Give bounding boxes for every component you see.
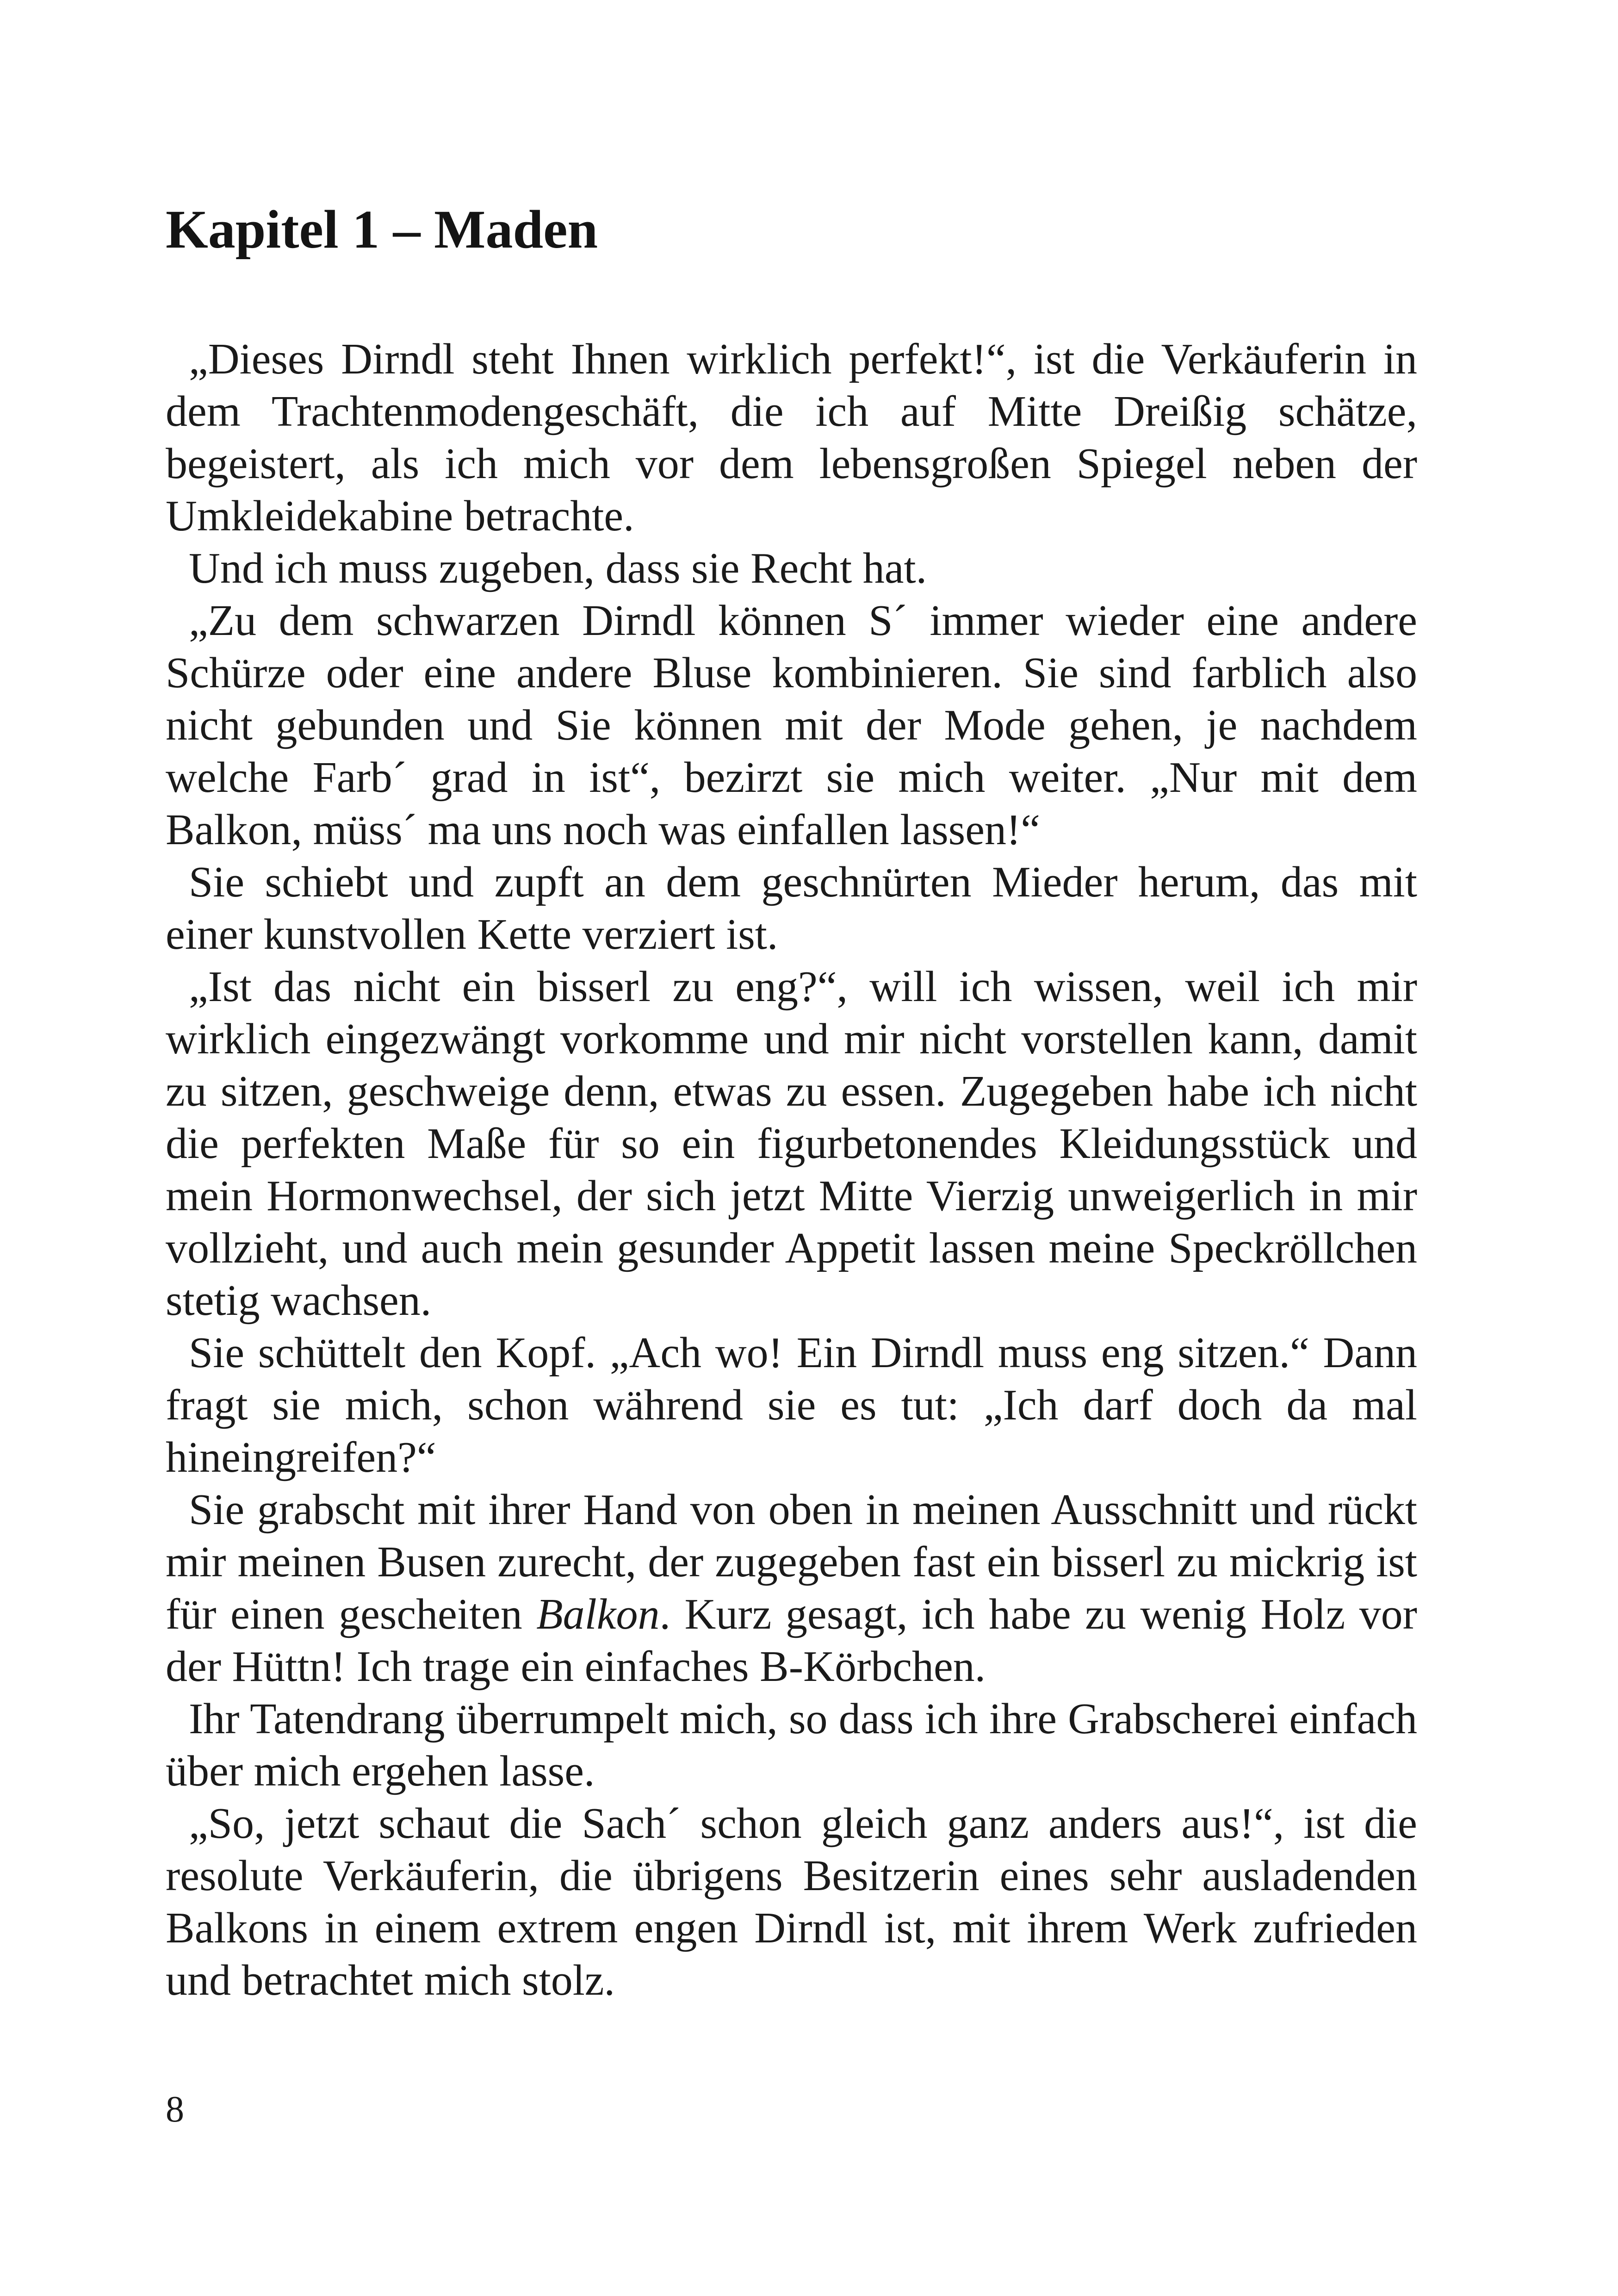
paragraph-7-text-a: Sie grabscht mit ihrer Hand von oben in meinen Ausschnitt und rückt mir meinen Busen zurecht, der zugegeben fast ein bisserl zu mickrig ist für einen gescheiten — [166, 1486, 1417, 1638]
paragraph-6: Sie schüttelt den Kopf. „Ach wo! Ein Dirndl muss eng sitzen.“ Dann fragt sie mich, schon während sie es tut: „Ich darf doch da mal hineingreifen?“ — [166, 1329, 1417, 1481]
paragraph-3: „Zu dem schwarzen Dirndl können S´ immer wieder eine andere Schürze oder eine andere Bluse kombinieren. Sie sind farblich also nicht gebunden und Sie können mit der Mode gehen, je nachdem welche Farb´ grad in ist“, bezirzt sie mich weiter. „Nur mit dem Balkon, müss´ ma uns noch was einfallen lassen!“ — [166, 597, 1417, 854]
paragraph-8: Ihr Tatendrang überrumpelt mich, so dass ich ihre Grabscherei einfach über mich ergehen lasse. — [166, 1695, 1417, 1795]
body-text — [166, 333, 1417, 2007]
page-number: 8 — [166, 2089, 184, 2130]
paragraph-7-text-b: . Kurz gesagt, ich habe zu wenig Holz vor der Hüttn! Ich trage ein einfaches B-Körbchen. — [166, 1590, 1417, 1691]
paragraph-4: Sie schiebt und zupft an dem geschnürten Mieder herum, das mit einer kunstvollen Kette verziert ist. — [166, 858, 1417, 958]
paragraph-1: „Dieses Dirndl steht Ihnen wirklich perfekt!“, ist die Verkäuferin in dem Trachtenmodengeschäft, die ich auf Mitte Dreißig schätze, begeistert, als ich mich vor dem lebensgroßen Spiegel neben der Umkleidekabine betrachte. — [166, 335, 1417, 540]
paragraph-7-emphasis: Balkon — [536, 1590, 660, 1638]
paragraph-2: Und ich muss zugeben, dass sie Recht hat. — [189, 544, 927, 592]
paragraph-5: „Ist das nicht ein bisserl zu eng?“, will ich wissen, weil ich mir wirklich eingezwängt vorkomme und mir nicht vorstellen kann, damit zu sitzen, geschweige denn, etwas zu essen. Zugegeben habe ich nicht die perfekten Maße für so ein figurbetonendes Kleidungsstück und mein Hormonwechsel, der sich jetzt Mitte Vierzig unweigerlich in mir vollzieht, und auch mein gesunder Appetit lassen meine Speckröllchen stetig wachsen. — [166, 963, 1417, 1325]
paragraph-7 — [166, 1484, 1417, 1693]
chapter-title: Kapitel 1 – Maden — [166, 199, 598, 260]
paragraph-9: „So, jetzt schaut die Sach´ schon gleich ganz anders aus!“, ist die resolute Verkäuferin, die übrigens Besitzerin eines sehr ausladenden Balkons in einem extrem engen Dirndl ist, mit ihrem Werk zufrieden und betrachtet mich stolz. — [166, 1799, 1417, 2004]
